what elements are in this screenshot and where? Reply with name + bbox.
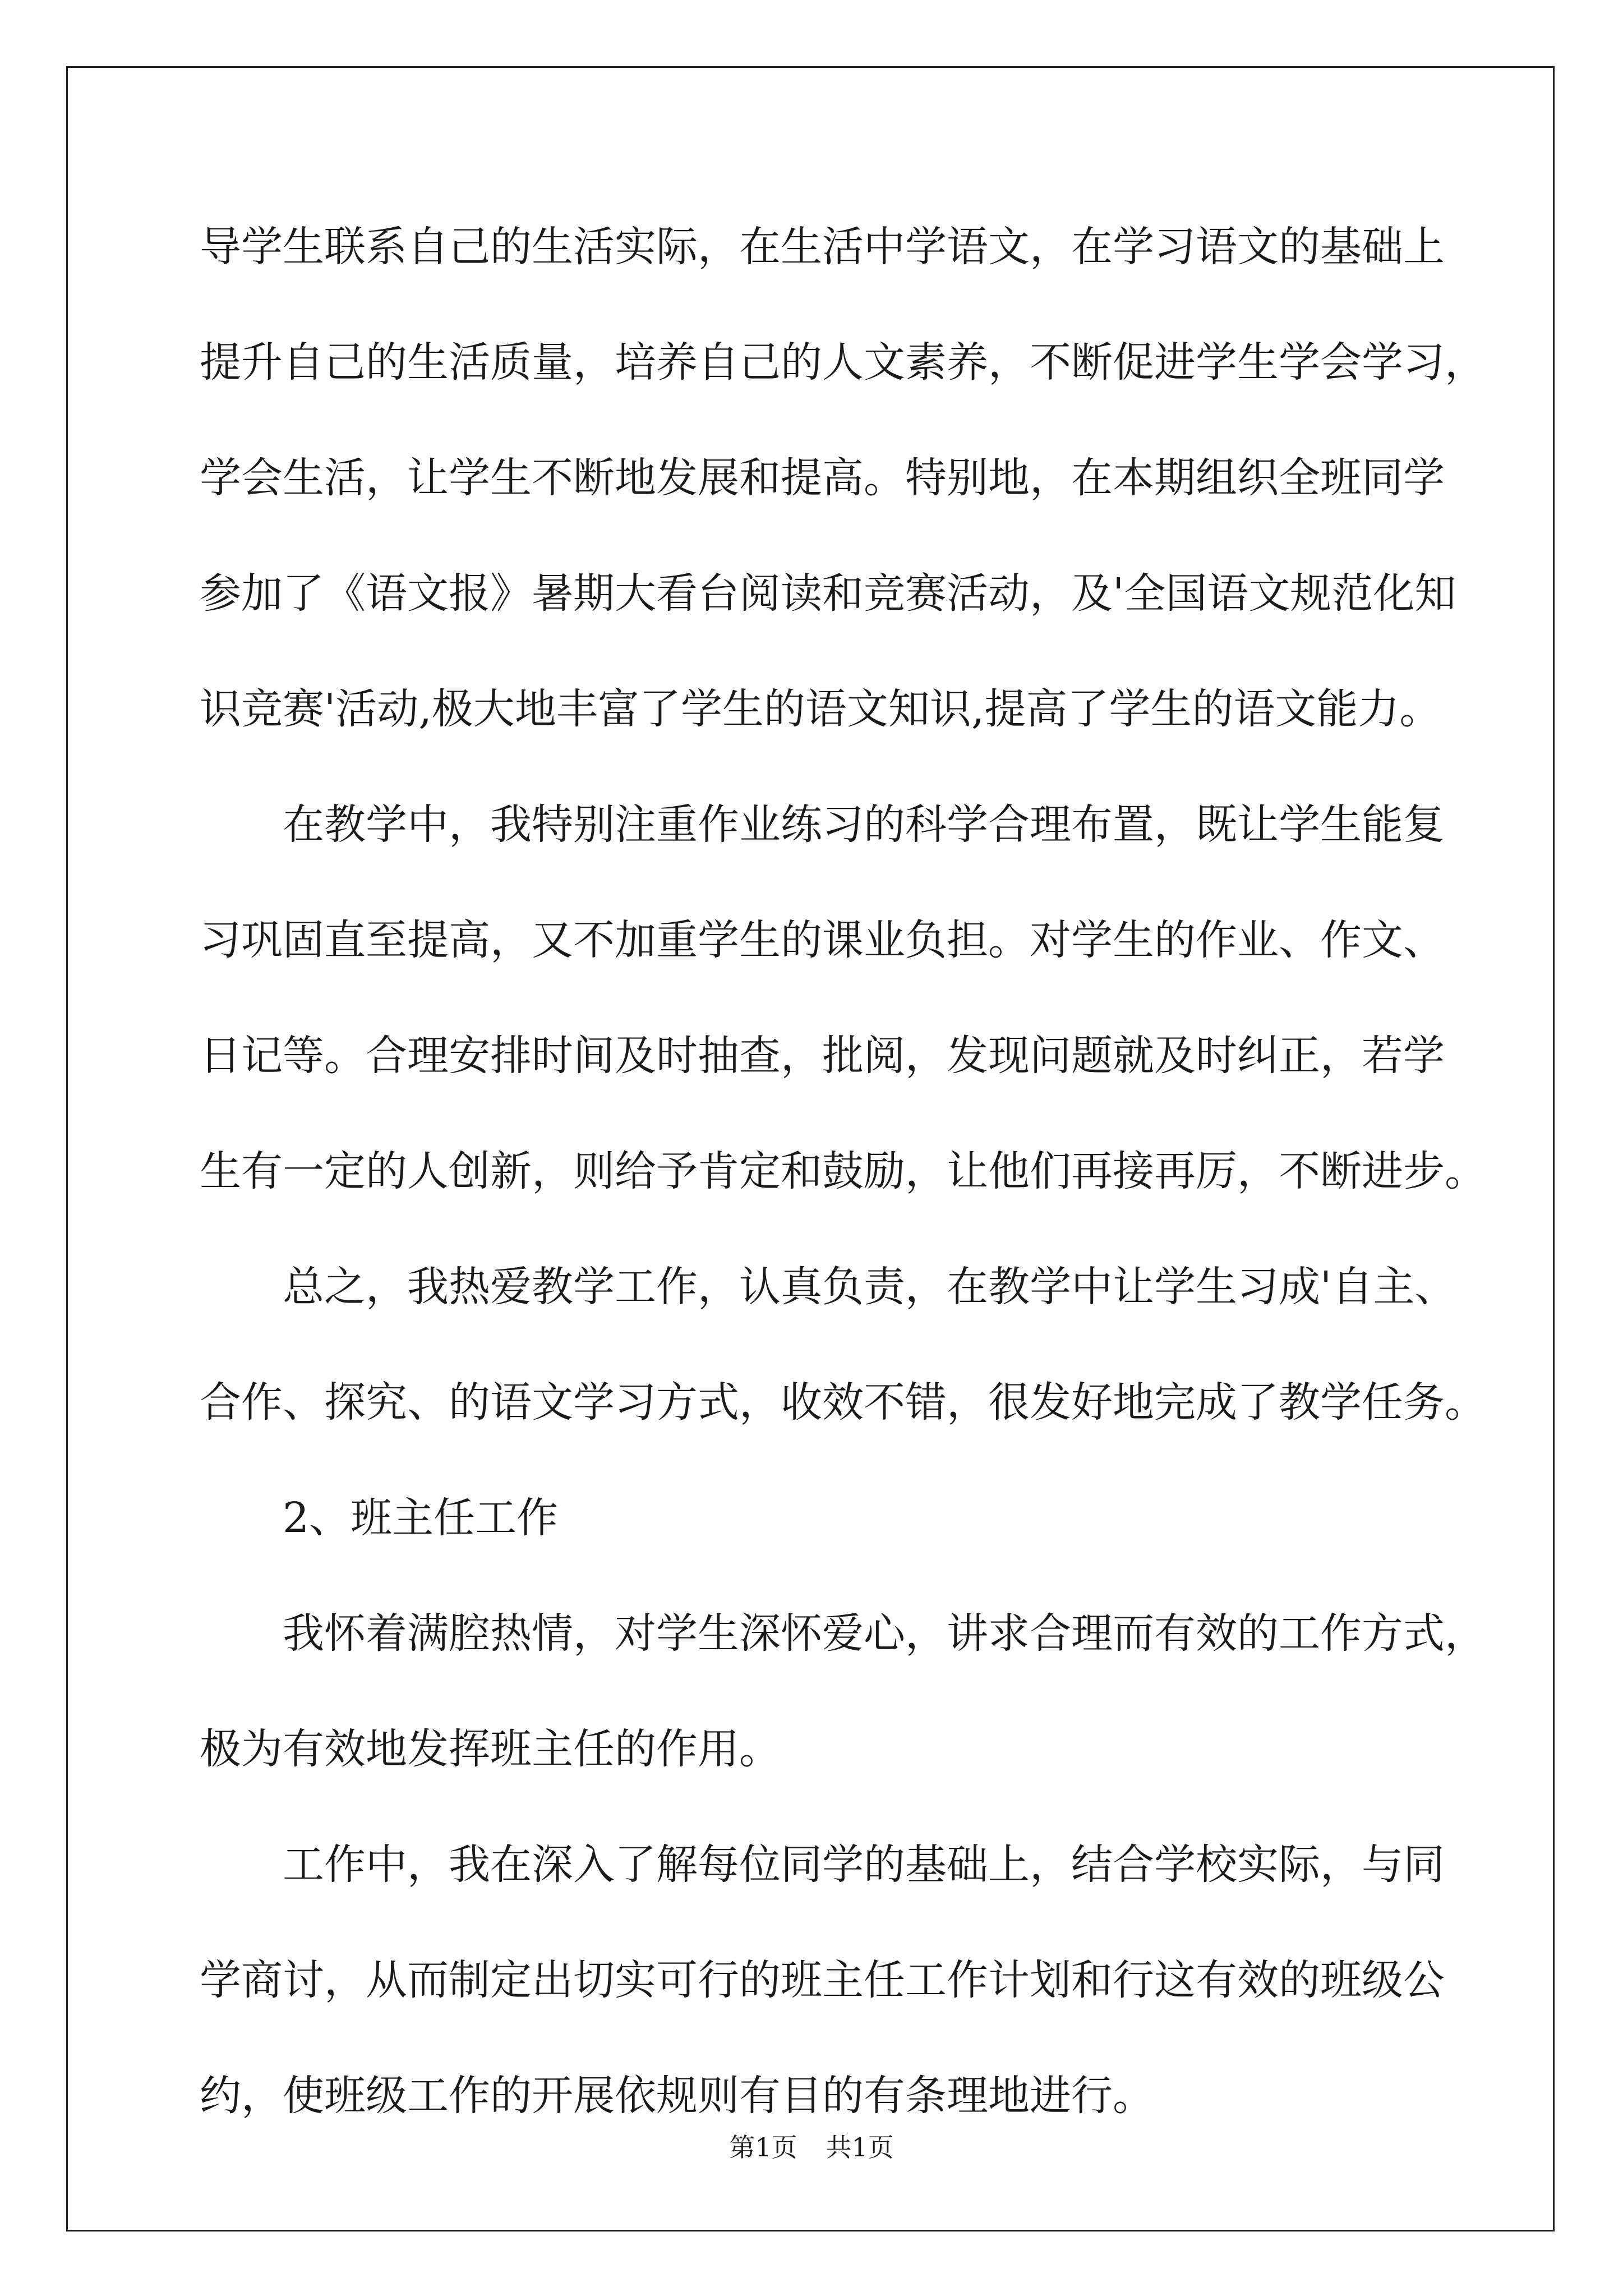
text-line: 学商讨，从而制定出切实可行的班主任工作计划和行这有效的班级公 <box>200 1956 1445 2004</box>
text-line: 导学生联系自己的生活实际，在生活中学语文，在学习语文的基础上 <box>200 223 1445 271</box>
text-line: 在教学中，我特别注重作业练习的科学合理布置，既让学生能复 <box>200 800 1445 849</box>
document-body <box>200 213 1486 2178</box>
text-line: 习巩固直至提高，又不加重学生的课业负担。对学生的作业、作文、 <box>200 916 1445 964</box>
text-line: 学会生活，让学生不断地发展和提高。特别地，在本期组织全班同学 <box>200 454 1445 502</box>
text-line: 约，使班级工作的开展依规则有目的有条理地进行。 <box>200 2072 1154 2120</box>
text-line: 工作中，我在深入了解每位同学的基础上，结合学校实际，与同 <box>200 1841 1445 1889</box>
page-footer <box>0 2131 1623 2164</box>
text-line: 极为有效地发挥班主任的作用。 <box>200 1725 781 1773</box>
text-line: 合作、探究、的语文学习方式，收效不错，很发好地完成了教学任务。 <box>200 1378 1486 1427</box>
text-line: 总之，我热爱教学工作，认真负责，在教学中让学生习成'自主、 <box>200 1263 1456 1311</box>
section-heading: 2、班主任工作 <box>200 1494 559 1542</box>
page-number-total: 共1页 <box>826 2132 894 2162</box>
text-line: 提升自己的生活质量，培养自己的人文素养，不断促进学生学会学习， <box>200 338 1486 386</box>
text-line: 识竞赛'活动,极大地丰富了学生的语文知识,提高了学生的语文能力。 <box>200 685 1441 733</box>
page-number-current: 第1页 <box>729 2132 797 2162</box>
text-line: 我怀着满腔热情，对学生深怀爱心，讲求合理而有效的工作方式， <box>200 1609 1486 1658</box>
text-line: 参加了《语文报》暑期大看台阅读和竞赛活动，及'全国语文规范化知 <box>200 569 1456 618</box>
text-line: 生有一定的人创新，则给予肯定和鼓励，让他们再接再厉，不断进步。 <box>200 1147 1486 1195</box>
text-line: 日记等。合理安排时间及时抽查，批阅，发现问题就及时纠正，若学 <box>200 1032 1445 1080</box>
